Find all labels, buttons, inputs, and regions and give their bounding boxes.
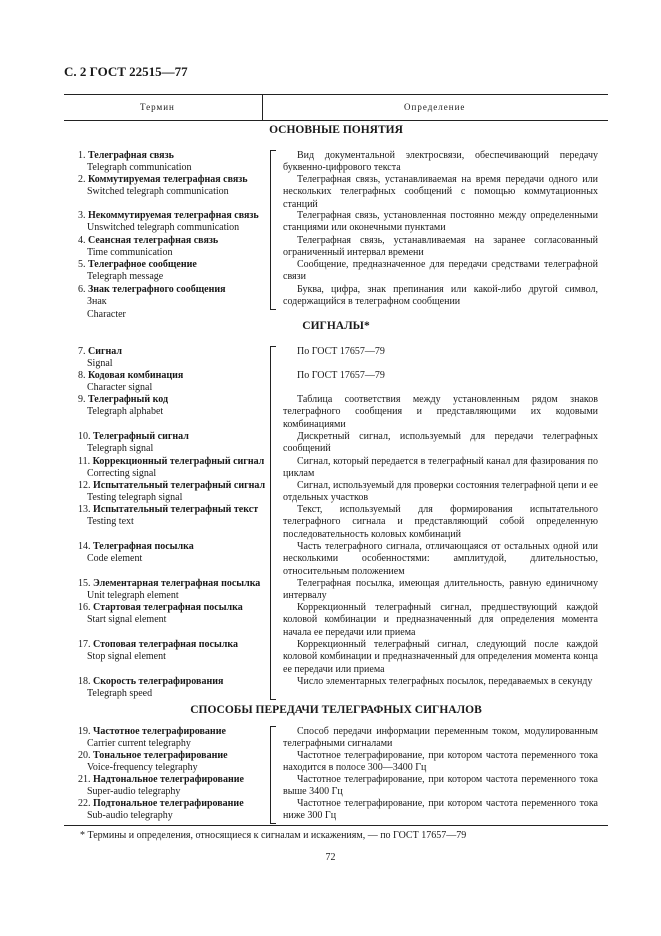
term-ru: Сигнал (88, 346, 122, 357)
term-entry (78, 210, 268, 235)
term-entry (78, 639, 268, 664)
column-header-terms: Термин (140, 102, 175, 112)
term-en: Voice-frequency telegraphy (87, 762, 198, 774)
term-en: Stop signal element (87, 651, 166, 663)
page-number: 72 (325, 852, 336, 863)
term-entry (78, 346, 268, 371)
term-en: Code element (87, 553, 143, 565)
term-ru: Коммутируемая телеграфная связь (88, 174, 248, 185)
term-definition: Таблица соответствия между установленным рядом знаков телеграфного сообщения и представляющими их кодовыми комбинациями (283, 394, 598, 430)
term-ru: Коррекционный телеграфный сигнал (92, 456, 265, 467)
term-en: Unswitched telegraph communication (87, 222, 240, 234)
term-number: 7. (78, 346, 86, 357)
term-entry (78, 174, 268, 199)
term-number: 18. (78, 676, 91, 687)
term-ru: Телеграфная посылка (93, 541, 194, 552)
term-definition: Вид документальной электросвязи, обеспечивающий передачу буквенно-цифрового текста (283, 150, 598, 174)
term-definition: Текст, используемый для формирования испытательного телеграфного сигнала и представляющий собой определенную последовательность коловых комбинаций (283, 504, 598, 540)
term-number: 21. (78, 774, 91, 785)
term-entry (78, 774, 268, 799)
term-entry (78, 798, 268, 823)
term-entry (78, 541, 268, 566)
term-definition: По ГОСТ 17657—79 (297, 346, 385, 357)
term-number: 17. (78, 639, 91, 650)
term-definition: По ГОСТ 17657—79 (297, 370, 385, 381)
term-definition: Телеграфная связь, устанавливаемая на время передачи одного или нескольких телеграфных сообщений с помощью коммутационных станций (283, 174, 598, 210)
term-en: Switched telegraph communication (87, 186, 229, 198)
term-en: Character signal (87, 382, 153, 394)
term-definition: Телеграфная связь, устанавливаемая на заранее согласованный ограниченный интервал времени (283, 235, 598, 259)
term-entry (78, 676, 268, 701)
term-ru: Частотное телеграфирование (93, 726, 226, 737)
definition-bracket (270, 726, 276, 824)
term-definition: Частотное телеграфирование, при котором частота переменного тока ниже 300 Гц (283, 798, 598, 822)
term-number: 16. (78, 602, 91, 613)
term-en: Start signal element (87, 614, 167, 626)
term-definition: Способ передачи информации переменным током, модулированным телеграфными сигналами (283, 726, 598, 750)
term-number: 6. (78, 284, 86, 295)
term-ru: Стоповая телеграфная посылка (93, 639, 239, 650)
term-number: 10. (78, 431, 91, 442)
term-ru: Некоммутируемая телеграфная связь (88, 210, 259, 221)
term-definition: Дискретный сигнал, используемый для передачи телеграфных сообщений (283, 431, 598, 455)
term-entry (78, 750, 268, 775)
term-entry (78, 456, 268, 481)
term-entry (78, 370, 268, 395)
table-header-rule (64, 120, 608, 121)
term-en: Testing text (87, 516, 134, 528)
term-number: 19. (78, 726, 91, 737)
term-definition: Телеграфная связь, установленная постоянно между определенными станциями или оконечными пунктами (283, 210, 598, 234)
footnote: * Термины и определения, относящиеся к сигналам и искажениям, — по ГОСТ 17657—79 (80, 830, 467, 841)
term-ru: Сеансная телеграфная связь (88, 235, 219, 246)
term-ru: Стартовая телеграфная посылка (93, 602, 243, 613)
term-en: Telegraph signal (87, 443, 154, 455)
term-number: 13. (78, 504, 91, 515)
section-title: СИГНАЛЫ* (302, 320, 370, 332)
term-number: 20. (78, 750, 91, 761)
term-number: 14. (78, 541, 91, 552)
term-number: 3. (78, 210, 86, 221)
term-number: 12. (78, 480, 91, 491)
term-ru: Телеграфный сигнал (93, 431, 189, 442)
term-entry (78, 431, 268, 456)
term-entry (78, 726, 268, 751)
term-en: Telegraph speed (87, 688, 153, 700)
term-definition: Сигнал, используемый для проверки состояния телеграфной цепи и ее отдельных участков (283, 480, 598, 504)
term-definition: Сообщение, предназначенное для передачи средствами телеграфной связи (283, 259, 598, 283)
term-entry (78, 150, 268, 175)
term-en: Time communication (87, 247, 173, 259)
column-divider (262, 94, 263, 120)
term-definition: Часть телеграфного сигнала, отличающаяся от остальных одной или несколькими особенностями: амплитудой, длительностью, относительным положением (283, 541, 598, 577)
term-number: 8. (78, 370, 86, 381)
term-definition: Частотное телеграфирование, при котором частота переменного тока находится в полосе 300—3400 Гц (283, 750, 598, 774)
term-en: Carrier current telegraphy (87, 738, 191, 750)
term-ru: Тональное телеграфирование (93, 750, 228, 761)
definition-bracket (270, 346, 276, 700)
term-definition: Число элементарных телеграфных посылок, передаваемых в секунду (297, 676, 593, 687)
term-definition: Телеграфная посылка, имеющая длительность, равную единичному интервалу (283, 578, 598, 602)
term-number: 4. (78, 235, 86, 246)
term-number: 1. (78, 150, 86, 161)
term-entry (78, 284, 268, 321)
term-number: 11. (78, 456, 91, 467)
term-definition: Коррекционный телеграфный сигнал, следующий после каждой коловой комбинации и предназначенный для определения момента конца ее передачи или приема (283, 639, 598, 675)
term-ru: Телеграфный код (88, 394, 169, 405)
term-en: Telegraph communication (87, 162, 192, 174)
term-definition: Частотное телеграфирование, при котором частота переменного тока выше 3400 Гц (283, 774, 598, 798)
term-entry (78, 235, 268, 260)
term-entry (78, 480, 268, 505)
term-ru: Кодовая комбинация (88, 370, 184, 381)
definition-bracket (270, 150, 276, 310)
term-ru: Скорость телеграфирования (93, 676, 224, 687)
term-en: Testing telegraph signal (87, 492, 183, 504)
term-entry (78, 504, 268, 529)
term-ru: Элементарная телеграфная посылка (93, 578, 261, 589)
term-definition: Коррекционный телеграфный сигнал, предшествующий каждой коловой комбинации и предназначенный для определения момента начала ее передачи или приема (283, 602, 598, 638)
term-ru: Испытательный телеграфный текст (93, 504, 259, 515)
term-ru: Знак телеграфного сообщения (88, 284, 226, 295)
term-ru: Подтональное телеграфирование (93, 798, 244, 809)
section-title: СПОСОБЫ ПЕРЕДАЧИ ТЕЛЕГРАФНЫХ СИГНАЛОВ (190, 704, 482, 716)
column-header-definition: Определение (404, 102, 466, 112)
section-title: ОСНОВНЫЕ ПОНЯТИЯ (269, 124, 403, 136)
term-en: Signal (87, 358, 113, 370)
term-ru: Испытательный телеграфный сигнал (93, 480, 266, 491)
term-entry (78, 602, 268, 627)
term-number: 2. (78, 174, 86, 185)
term-definition: Сигнал, который передается в телеграфный канал для фазирования по циклам (283, 456, 598, 480)
term-en: Super-audio telegraphy (87, 786, 181, 798)
term-en: Character (87, 308, 126, 320)
term-en: Telegraph message (87, 271, 164, 283)
term-number: 5. (78, 259, 86, 270)
term-number: 22. (78, 798, 91, 809)
term-number: 15. (78, 578, 91, 589)
term-entry (78, 259, 268, 284)
term-en: Unit telegraph element (87, 590, 179, 602)
term-en: Sub-audio telegraphy (87, 810, 173, 822)
term-en: Telegraph alphabet (87, 406, 164, 418)
term-definition: Буква, цифра, знак препинания или какой-либо другой символ, содержащийся в телеграфном сообщении (283, 284, 598, 308)
term-en: Знак (87, 296, 107, 308)
term-ru: Телеграфная связь (88, 150, 174, 161)
page-header: С. 2 ГОСТ 22515—77 (64, 64, 188, 79)
term-ru: Телеграфное сообщение (88, 259, 197, 270)
term-number: 9. (78, 394, 86, 405)
term-ru: Надтональное телеграфирование (93, 774, 244, 785)
table-bottom-rule (64, 825, 608, 826)
term-en: Correcting signal (87, 468, 157, 480)
table-top-rule (64, 94, 608, 95)
term-entry (78, 578, 268, 603)
term-entry (78, 394, 268, 419)
